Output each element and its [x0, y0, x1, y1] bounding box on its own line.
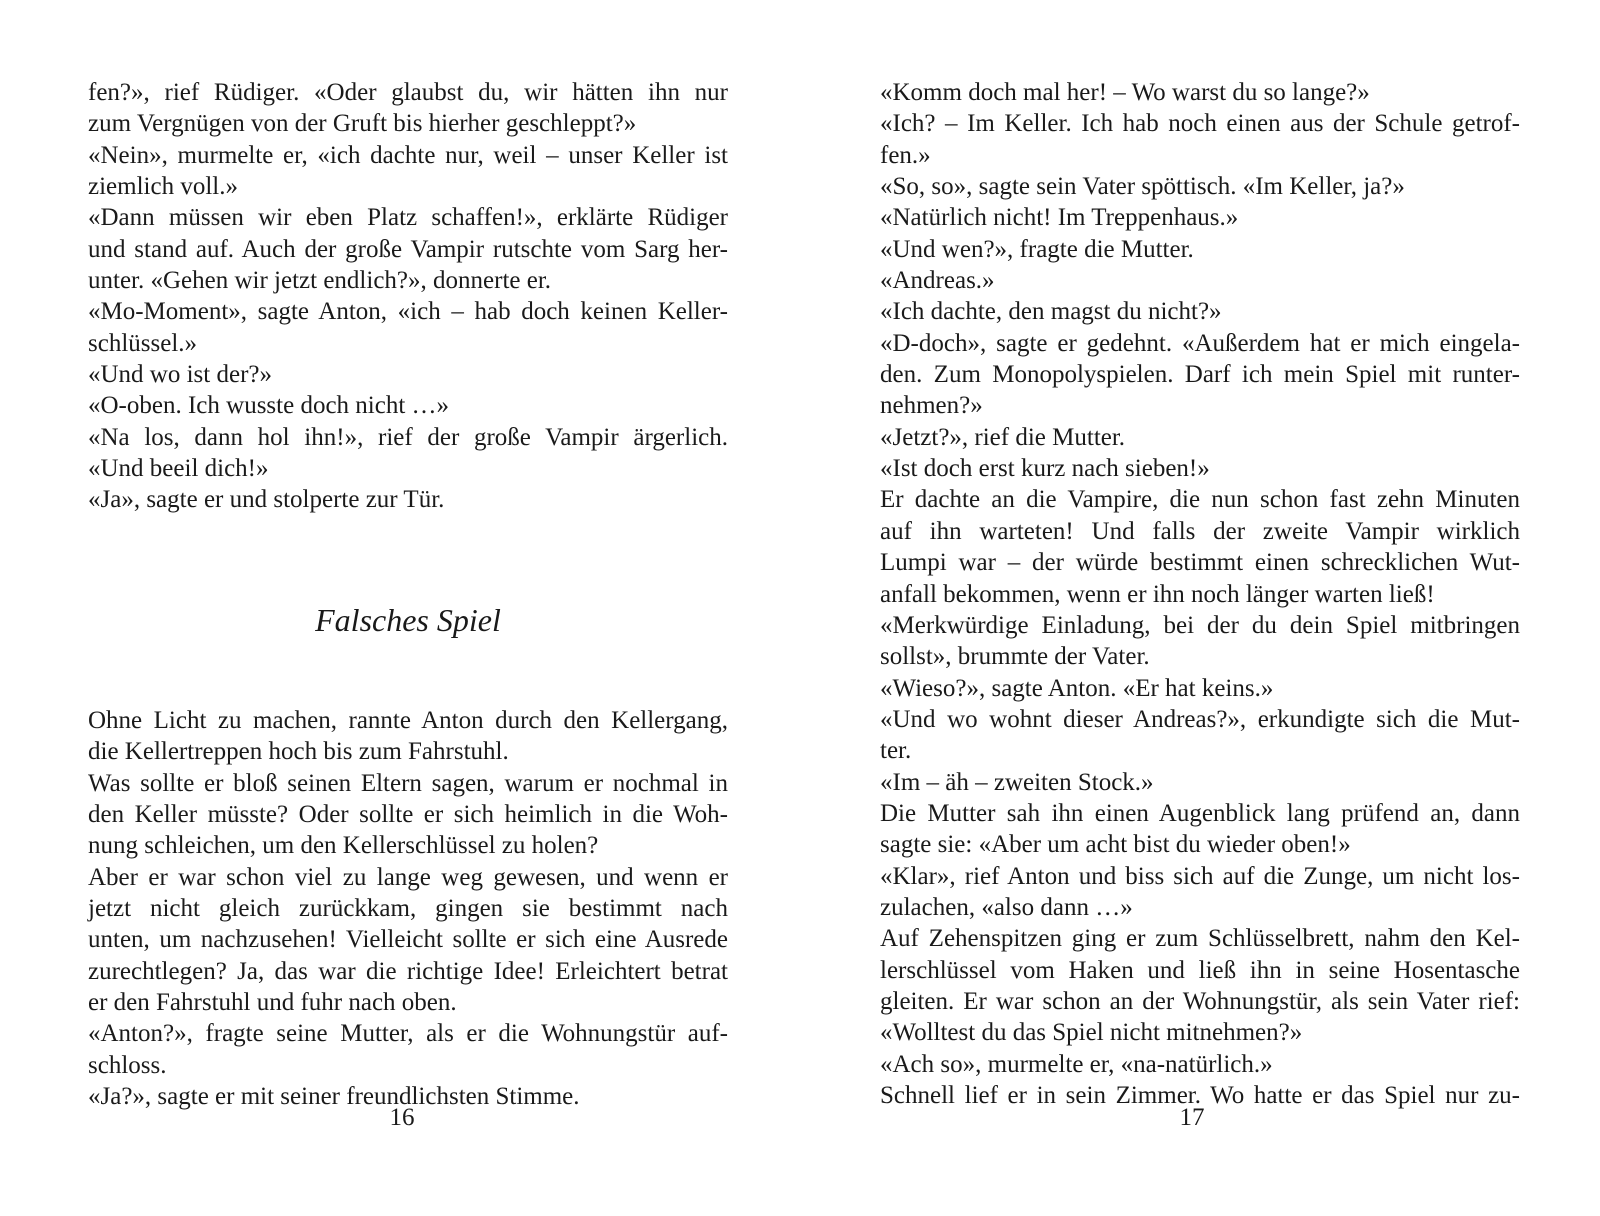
text-line: den Keller müsste? Oder sollte er sich heimlich in die Woh-: [88, 801, 728, 829]
text-line: lerschlüssel vom Haken und ließ ihn in seine Hosentasche: [880, 956, 1520, 984]
text-line: «Und wo wohnt dieser Andreas?», erkundigte sich die Mut-: [880, 705, 1520, 733]
text-line: anfall bekommen, wenn er ihn noch länger warten ließ!: [880, 580, 1435, 608]
left-page-text-top: [88, 77, 728, 516]
text-line: zurechtlegen? Ja, das war die richtige Idee! Erleichtert betrat: [88, 957, 728, 985]
text-line: sollst», brummte der Vater.: [880, 643, 1150, 671]
text-line: Auf Zehenspitzen ging er zum Schlüsselbrett, nahm den Kel-: [880, 925, 1520, 953]
text-line: jetzt nicht gleich zurückkam, gingen sie bestimmt nach: [88, 895, 728, 923]
text-line: Lumpi war – der würde bestimmt einen schrecklichen Wut-: [880, 549, 1520, 577]
text-line: zum Vergnügen von der Gruft bis hierher geschleppt?»: [88, 110, 637, 138]
text-line: «Klar», rief Anton und biss sich auf die Zunge, um nicht los-: [880, 862, 1520, 890]
text-line: unter. «Gehen wir jetzt endlich?», donnerte er.: [88, 267, 552, 295]
text-line: «Wolltest du das Spiel nicht mitnehmen?»: [880, 1019, 1303, 1047]
text-line: gleiten. Er war schon an der Wohnungstür, als sein Vater rief:: [880, 987, 1520, 1015]
text-line: «Mo-Moment», sagte Anton, «ich – hab doch keinen Keller-: [88, 298, 728, 326]
text-line: unten, um nachzusehen! Vielleicht sollte er sich eine Ausrede: [88, 926, 728, 954]
text-line: «So, so», sagte sein Vater spöttisch. «Im Keller, ja?»: [880, 173, 1405, 201]
text-line: «Dann müssen wir eben Platz schaffen!», erklärte Rüdiger: [88, 204, 728, 232]
text-line: zulachen, «also dann …»: [880, 893, 1133, 921]
text-line: den. Zum Monopolyspielen. Darf ich mein Spiel mit runter-: [880, 361, 1520, 389]
text-line: «Nein», murmelte er, «ich dachte nur, weil – unser Keller ist: [88, 141, 728, 169]
text-line: «Komm doch mal her! – Wo warst du so lange?»: [880, 79, 1370, 106]
text-line: Aber er war schon viel zu lange weg gewesen, und wenn er: [88, 863, 728, 891]
text-line: Er dachte an die Vampire, die nun schon fast zehn Minuten: [880, 486, 1520, 514]
text-line: «Ist doch erst kurz nach sieben!»: [880, 455, 1210, 483]
chapter-title: Falsches Spiel: [315, 602, 501, 638]
text-line: Ohne Licht zu machen, rannte Anton durch den Kellergang,: [88, 707, 728, 734]
text-line: «O-oben. Ich wusste doch nicht …»: [88, 392, 450, 420]
text-line: schlüssel.»: [88, 329, 198, 357]
text-line: «Und wen?», fragte die Mutter.: [880, 235, 1194, 263]
right-page-text: [880, 77, 1520, 1111]
text-line: ziemlich voll.»: [88, 173, 238, 201]
text-line: «Ach so», murmelte er, «na-natürlich.»: [880, 1050, 1273, 1078]
page-number-left: 16: [389, 1104, 415, 1131]
text-line: schloss.: [88, 1051, 167, 1079]
text-line: «Natürlich nicht! Im Treppenhaus.»: [880, 204, 1239, 232]
text-line: und stand auf. Auch der große Vampir rutschte vom Sarg her-: [88, 235, 728, 263]
text-line: «Ich? – Im Keller. Ich hab noch einen aus der Schule getrof-: [880, 110, 1520, 138]
text-line: «Ich dachte, den magst du nicht?»: [880, 298, 1222, 326]
text-line: Die Mutter sah ihn einen Augenblick lang prüfend an, dann: [880, 799, 1520, 827]
text-line: «Jetzt?», rief die Mutter.: [880, 423, 1126, 451]
text-line: er den Fahrstuhl und fuhr nach oben.: [88, 989, 457, 1017]
text-line: «D-doch», sagte er gedehnt. «Außerdem hat er mich eingela-: [880, 329, 1520, 357]
text-line: «Ja?», sagte er mit seiner freundlichsten Stimme.: [88, 1083, 580, 1111]
text-line: die Kellertreppen hoch bis zum Fahrstuhl.: [88, 738, 509, 766]
text-line: «Merkwürdige Einladung, bei der du dein Spiel mitbringen: [880, 611, 1520, 639]
text-line: fen?», rief Rüdiger. «Oder glaubst du, wir hätten ihn nur: [88, 79, 728, 106]
text-line: «Und beeil dich!»: [88, 455, 269, 483]
text-line: «Anton?», fragte seine Mutter, als er die Wohnungstür auf-: [88, 1020, 728, 1048]
text-line: «Im – äh – zweiten Stock.»: [880, 768, 1154, 796]
text-line: «Wieso?», sagte Anton. «Er hat keins.»: [880, 674, 1274, 702]
left-page-text-bottom: [88, 705, 728, 1112]
right-page: [880, 0, 1520, 1216]
left-page: [88, 0, 728, 1216]
text-line: auf ihn warteten! Und falls der zweite Vampir wirklich: [880, 517, 1520, 545]
text-line: «Andreas.»: [880, 267, 995, 295]
text-line: sagte sie: «Aber um acht bist du wieder oben!»: [880, 831, 1351, 859]
text-line: «Na los, dann hol ihn!», rief der große Vampir ärgerlich.: [88, 423, 728, 451]
text-line: «Und wo ist der?»: [88, 361, 272, 389]
text-line: ter.: [880, 737, 912, 765]
text-line: Was sollte er bloß seinen Eltern sagen, warum er nochmal in: [88, 769, 728, 797]
text-line: «Ja», sagte er und stolperte zur Tür.: [88, 486, 445, 514]
page-number-right: 17: [1179, 1104, 1205, 1131]
text-line: nehmen?»: [880, 392, 983, 420]
text-line: Schnell lief er in sein Zimmer. Wo hatte er das Spiel nur zu-: [880, 1082, 1520, 1109]
text-line: nung schleichen, um den Kellerschlüssel zu holen?: [88, 832, 599, 860]
text-line: fen.»: [880, 141, 931, 169]
